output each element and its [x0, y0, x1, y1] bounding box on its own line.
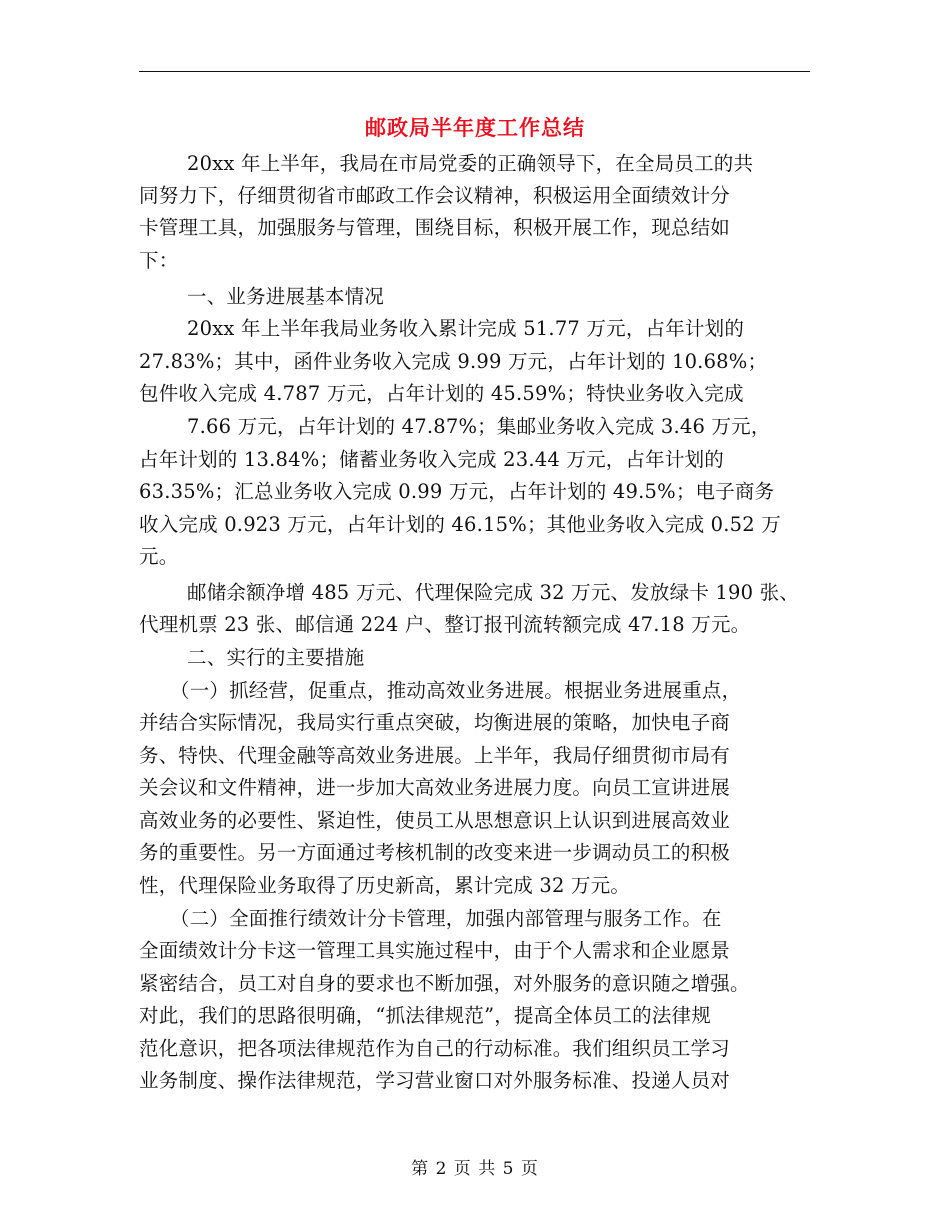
body-line: 性，代理保险业务取得了历史新高，累计完成 32 万元。 [139, 874, 631, 897]
body-line: 占年计划的 13.84%；储蓄业务收入完成 23.44 万元，占年计划的 [139, 448, 724, 471]
body-line: 紧密结合，员工对自身的要求也不断加强，对外服务的意识随之增强。 [139, 972, 750, 995]
body-line: 对此，我们的思路很明确，“抓法律规范”，提高全体员工的法律规 [139, 1004, 711, 1027]
body-line: （一）抓经营，促重点，推动高效业务进展。根据业务进展重点， [170, 679, 742, 702]
document-title: 邮政局半年度工作总结 [365, 116, 585, 140]
body-line: 关会议和文件精神，进一步加大高效业务进展力度。向员工宣讲进展 [139, 776, 731, 799]
body-line: 同努力下，仔细贯彻省市邮政工作会议精神，积极运用全面绩效计分 [139, 184, 731, 207]
body-line: （二）全面推行绩效计分卡管理，加强内部管理与服务工作。在 [170, 907, 722, 930]
body-line: 20xx 年上半年我局业务收入累计完成 51.77 万元，占年计划的 [187, 317, 745, 340]
body-line: 包件收入完成 4.787 万元，占年计划的 45.59%；特快业务收入完成 [139, 382, 744, 405]
body-line: 代理机票 23 张、邮信通 224 户、整订报刊流转额完成 47.18 万元。 [139, 613, 751, 636]
body-line: 全面绩效计分卡这一管理工具实施过程中，由于个人需求和企业愿景 [139, 939, 731, 962]
body-line: 邮储余额净增 485 万元、代理保险完成 32 万元、发放绿卡 190 张、 [187, 581, 800, 604]
body-line: 收入完成 0.923 万元，占年计划的 46.15%；其他业务收入完成 0.52 万 [139, 513, 781, 536]
body-line: 元。 [139, 545, 179, 568]
header-rule [139, 71, 810, 72]
body-line: 高效业务的必要性、紧迫性，使员工从思想意识上认识到进展高效业 [139, 809, 731, 832]
body-line: 范化意识，把各项法律规范作为自己的行动标准。我们组织员工学习 [139, 1037, 731, 1060]
body-line: 卡管理工具，加强服务与管理，围绕目标，积极开展工作，现总结如 [139, 216, 731, 239]
body-line: 7.66 万元，占年计划的 47.87%；集邮业务收入完成 3.46 万元， [187, 415, 771, 438]
body-line: 并结合实际情况，我局实行重点突破，均衡进展的策略，加快电子商 [139, 711, 731, 734]
body-line: 务、特快、代理金融等高效业务进展。上半年，我局仔细贯彻市局有 [139, 744, 731, 767]
section-heading: 二、实行的主要措施 [187, 646, 365, 669]
body-line: 下： [139, 249, 179, 272]
body-line: 63.35%；汇总业务收入完成 0.99 万元，占年计划的 49.5%；电子商务 [139, 480, 775, 503]
section-heading: 一、业务进展基本情况 [187, 285, 385, 308]
body-line: 务的重要性。另一方面通过考核机制的改变来进一步调动员工的积极 [139, 841, 731, 864]
body-line: 业务制度、操作法律规范，学习营业窗口对外服务标准、投递人员对 [139, 1069, 731, 1092]
body-line: 27.83%；其中，函件业务收入完成 9.99 万元，占年计划的 10.68%； [139, 350, 768, 373]
page-footer: 第 2 页 共 5 页 [411, 1159, 539, 1179]
body-line: 20xx 年上半年，我局在市局党委的正确领导下，在全局员工的共 [187, 152, 754, 175]
